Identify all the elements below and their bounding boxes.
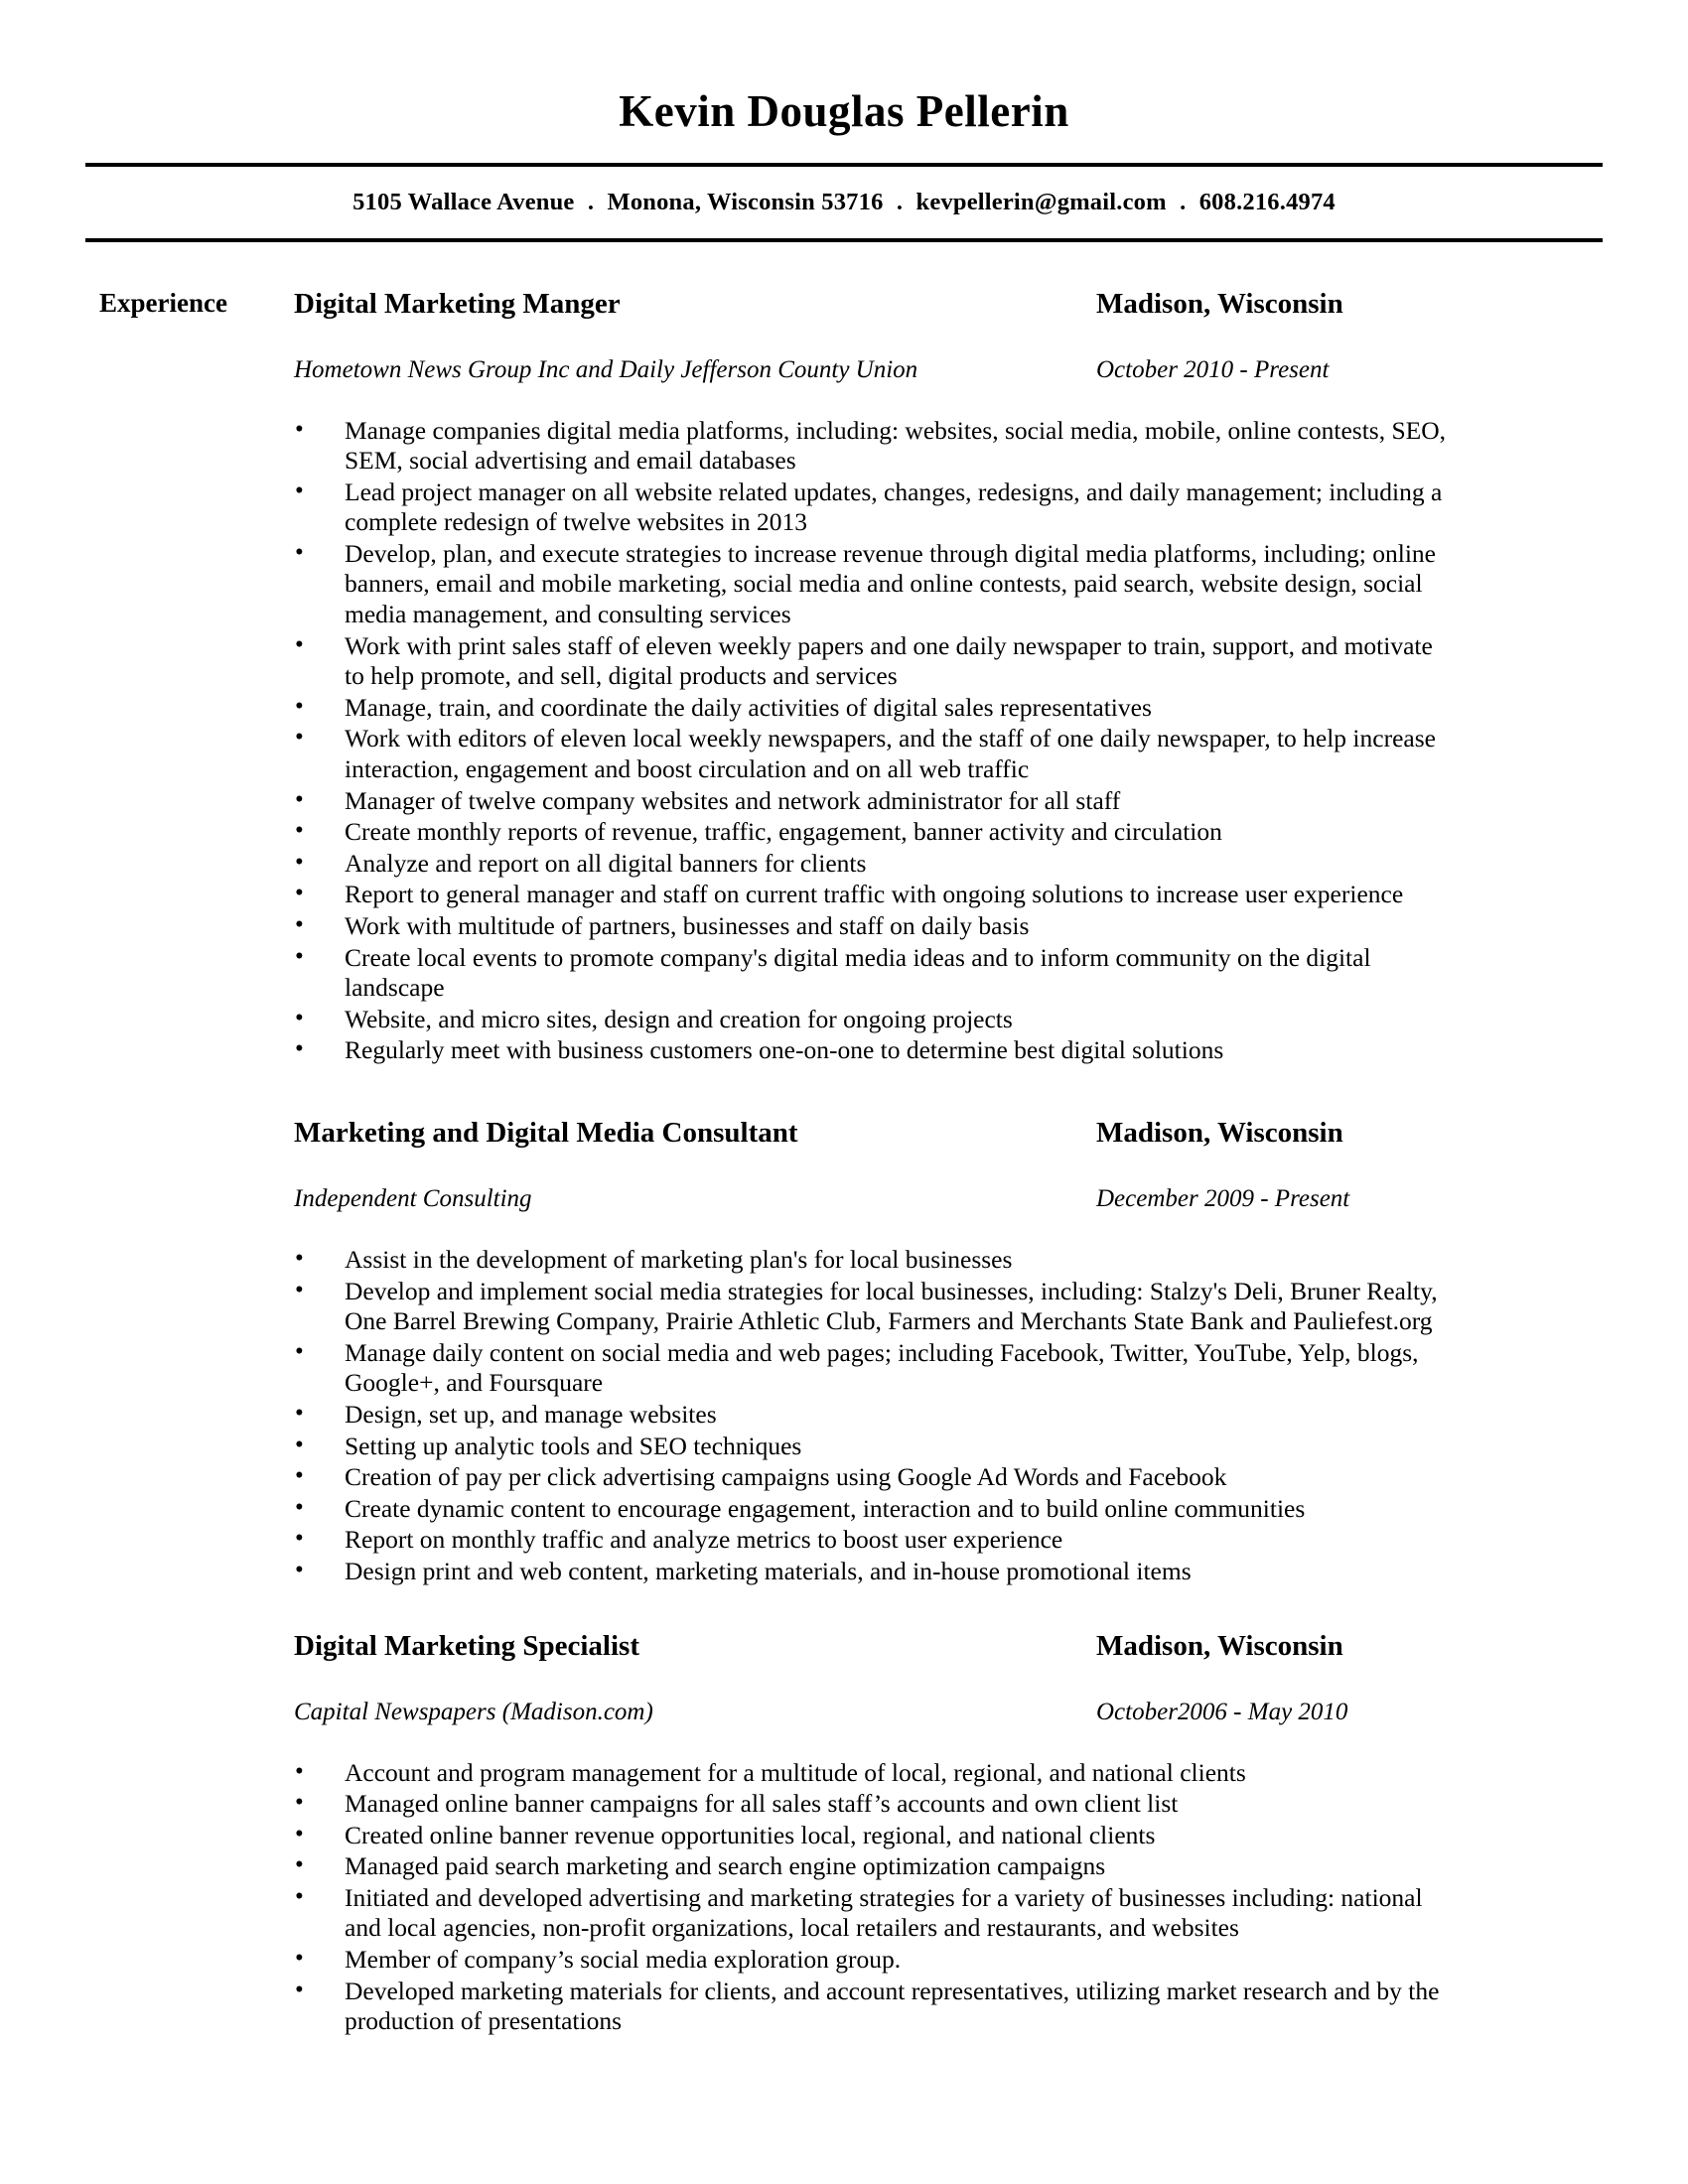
job-entry-2 xyxy=(0,1630,1688,2037)
list-item xyxy=(0,1525,1688,1556)
bullet-text: Analyze and report on all digital banners for clients xyxy=(345,848,867,878)
bullet-text: Design print and web content, marketing materials, and in-house promotional items xyxy=(345,1556,1192,1585)
list-item xyxy=(0,1432,1688,1462)
list-item xyxy=(0,911,1688,942)
spacer xyxy=(0,1588,1688,1630)
bullet-text: Manage, train, and coordinate the daily activities of digital sales representatives xyxy=(345,692,1152,722)
list-item xyxy=(0,1851,1688,1882)
list-item xyxy=(0,817,1688,848)
job-location-0: Madison, Wisconsin xyxy=(1096,287,1343,320)
job-location-1: Madison, Wisconsin xyxy=(1096,1116,1343,1149)
list-item xyxy=(0,786,1688,817)
bullet-text: Develop and implement social media strategies for local businesses, including: Stalzy's Deli, Bruner Realty, One Barrel Brewing Company, Prairie Athletic Club, Farmers and Merchants State Bank and Pauliefest.org xyxy=(345,1276,1438,1336)
job-header-row-2 xyxy=(0,1630,1688,1666)
list-item xyxy=(0,416,1688,477)
bullet-icon: • xyxy=(295,1276,304,1303)
bullet-icon: • xyxy=(295,477,304,504)
bullet-text: Design, set up, and manage websites xyxy=(345,1399,717,1429)
bullet-text: Manage companies digital media platforms, including: websites, social media, mobile, online contests, SEO, SEM, social advertising and email databases xyxy=(345,415,1447,476)
job-dates-0: October 2010 - Present xyxy=(1096,355,1330,383)
bullet-icon: • xyxy=(295,1556,304,1583)
contact-email: kevpellerin@gmail.com xyxy=(915,188,1167,215)
bullet-icon: • xyxy=(295,692,304,720)
job-location-2: Madison, Wisconsin xyxy=(1096,1629,1343,1662)
bullet-icon: • xyxy=(295,1462,304,1490)
list-item xyxy=(0,1005,1688,1035)
list-item xyxy=(0,724,1688,784)
bullet-text: Develop, plan, and execute strategies to increase revenue through digital media platforms, including; online banners, email and mobile marketing, social media and online contests, paid search, website design, social media management, and consulting services xyxy=(345,538,1436,629)
list-item xyxy=(0,1462,1688,1493)
job-company-2: Capital Newspapers (Madison.com) xyxy=(294,1698,653,1725)
bullet-icon: • xyxy=(295,1004,304,1031)
list-item xyxy=(0,1758,1688,1789)
job-entry-0 xyxy=(0,288,1688,1066)
list-item xyxy=(0,1245,1688,1276)
bullet-icon: • xyxy=(295,1493,304,1521)
bullet-text: Website, and micro sites, design and creation for ongoing projects xyxy=(345,1004,1013,1033)
bullet-icon: • xyxy=(295,911,304,938)
job-header-row-0 xyxy=(0,288,1688,324)
job-title-2: Digital Marketing Specialist xyxy=(294,1629,639,1662)
bullet-text: Creation of pay per click advertising campaigns using Google Ad Words and Facebook xyxy=(345,1462,1227,1492)
list-item xyxy=(0,849,1688,880)
bullet-text: Create dynamic content to encourage engagement, interaction and to build online communities xyxy=(345,1493,1306,1523)
contact-line xyxy=(0,167,1688,238)
list-item xyxy=(0,478,1688,538)
bullet-icon: • xyxy=(295,942,304,970)
list-item xyxy=(0,1883,1688,1944)
job-bullets-2 xyxy=(0,1732,1688,2037)
contact-phone: 608.216.4974 xyxy=(1198,188,1336,215)
bullet-text: Account and program management for a multitude of local, regional, and national clients xyxy=(345,1757,1246,1787)
contact-separator-1: . xyxy=(587,188,595,215)
list-item xyxy=(0,880,1688,910)
job-title-1: Marketing and Digital Media Consultant xyxy=(294,1116,798,1149)
bullet-text: Manage daily content on social media and web pages; including Facebook, Twitter, YouTube, Yelp, blogs, Google+, and Foursquare xyxy=(345,1337,1419,1398)
list-item xyxy=(0,1494,1688,1525)
bullet-icon: • xyxy=(295,415,304,443)
bullet-icon: • xyxy=(295,1820,304,1847)
list-item xyxy=(0,1035,1688,1066)
list-item xyxy=(0,539,1688,630)
bullet-text: Created online banner revenue opportunities local, regional, and national clients xyxy=(345,1820,1156,1849)
bullet-icon: • xyxy=(295,880,304,907)
list-item xyxy=(0,1400,1688,1431)
bullet-icon: • xyxy=(295,538,304,566)
list-item xyxy=(0,1945,1688,1976)
bullet-text: Create monthly reports of revenue, traffic, engagement, banner activity and circulation xyxy=(345,817,1222,847)
bullet-icon: • xyxy=(295,1337,304,1365)
bullet-icon: • xyxy=(295,1882,304,1910)
job-title-0: Digital Marketing Manger xyxy=(294,287,621,320)
bullet-text: Manager of twelve company websites and network administrator for all staff xyxy=(345,785,1121,815)
bullet-icon: • xyxy=(295,1525,304,1553)
list-item xyxy=(0,1789,1688,1820)
bullet-icon: • xyxy=(295,1945,304,1973)
job-company-0: Hometown News Group Inc and Daily Jefferson County Union xyxy=(294,355,918,383)
list-item xyxy=(0,1338,1688,1399)
contact-separator-3: . xyxy=(1180,188,1187,215)
list-item xyxy=(0,631,1688,692)
bullet-icon: • xyxy=(295,1244,304,1272)
bullet-text: Developed marketing materials for clients, and account representatives, utilizing market research and by the production of presentations xyxy=(345,1976,1440,2036)
list-item xyxy=(0,1277,1688,1337)
resume-body xyxy=(0,242,1688,2037)
bullet-text: Managed paid search marketing and search engine optimization campaigns xyxy=(345,1851,1106,1881)
list-item xyxy=(0,1821,1688,1851)
bullet-text: Setting up analytic tools and SEO techniques xyxy=(345,1431,802,1460)
bullet-icon: • xyxy=(295,724,304,751)
contact-separator-2: . xyxy=(896,188,904,215)
bullet-icon: • xyxy=(295,817,304,845)
job-company-1: Independent Consulting xyxy=(294,1184,532,1212)
bullet-text: Report to general manager and staff on current traffic with ongoing solutions to increase user experience xyxy=(345,880,1404,909)
bullet-text: Work with multitude of partners, businesses and staff on daily basis xyxy=(345,911,1030,940)
bullet-text: Regularly meet with business customers one-on-one to determine best digital solutions xyxy=(345,1035,1224,1065)
bullet-icon: • xyxy=(295,1976,304,2003)
bullet-icon: • xyxy=(295,1399,304,1427)
list-item xyxy=(0,1557,1688,1587)
job-dates-1: December 2009 - Present xyxy=(1096,1184,1350,1212)
bullet-text: Managed online banner campaigns for all sales staff’s accounts and own client list xyxy=(345,1789,1179,1819)
list-item xyxy=(0,1977,1688,2037)
contact-address: 5105 Wallace Avenue xyxy=(352,188,575,215)
job-bullets-0 xyxy=(0,390,1688,1066)
bullet-text: Report on monthly traffic and analyze metrics to boost user experience xyxy=(345,1525,1063,1555)
bullet-text: Work with print sales staff of eleven weekly papers and one daily newspaper to train, support, and motivate to help promote, and sell, digital products and services xyxy=(345,630,1433,691)
bullet-text: Member of company’s social media exploration group. xyxy=(345,1945,902,1975)
bullet-text: Assist in the development of marketing plan's for local businesses xyxy=(345,1244,1013,1274)
bullet-text: Initiated and developed advertising and marketing strategies for a variety of businesses including: national and local agencies, non-profit organizations, local retailers and restaurants, and websites xyxy=(345,1882,1423,1943)
job-subheader-row-0 xyxy=(0,356,1688,390)
bullet-icon: • xyxy=(295,1851,304,1879)
spacer xyxy=(0,1067,1688,1117)
list-item xyxy=(0,943,1688,1004)
contact-city-state-zip: Monona, Wisconsin 53716 xyxy=(607,188,884,215)
list-item xyxy=(0,693,1688,724)
bullet-icon: • xyxy=(295,1757,304,1785)
job-bullets-1 xyxy=(0,1219,1688,1587)
bullet-icon: • xyxy=(295,848,304,876)
bullet-text: Work with editors of eleven local weekly newspapers, and the staff of one daily newspaper, to help increase interaction, engagement and boost circulation and on all web traffic xyxy=(345,724,1436,784)
bullet-text: Create local events to promote company's digital media ideas and to inform community on the digital landscape xyxy=(345,942,1371,1003)
bullet-icon: • xyxy=(295,1431,304,1458)
section-label-experience: Experience xyxy=(99,287,227,318)
job-entry-1 xyxy=(0,1117,1688,1587)
bullet-text: Lead project manager on all website related updates, changes, redesigns, and daily management; including a complete redesign of twelve websites in 2013 xyxy=(345,477,1443,537)
bullet-icon: • xyxy=(295,1789,304,1817)
page-title: Kevin Douglas Pellerin xyxy=(619,86,1069,136)
job-subheader-row-2 xyxy=(0,1699,1688,1732)
job-header-row-1 xyxy=(0,1117,1688,1153)
job-subheader-row-1 xyxy=(0,1185,1688,1219)
bullet-icon: • xyxy=(295,630,304,658)
job-dates-2: October2006 - May 2010 xyxy=(1096,1698,1348,1725)
bullet-icon: • xyxy=(295,1035,304,1063)
bullet-icon: • xyxy=(295,785,304,813)
